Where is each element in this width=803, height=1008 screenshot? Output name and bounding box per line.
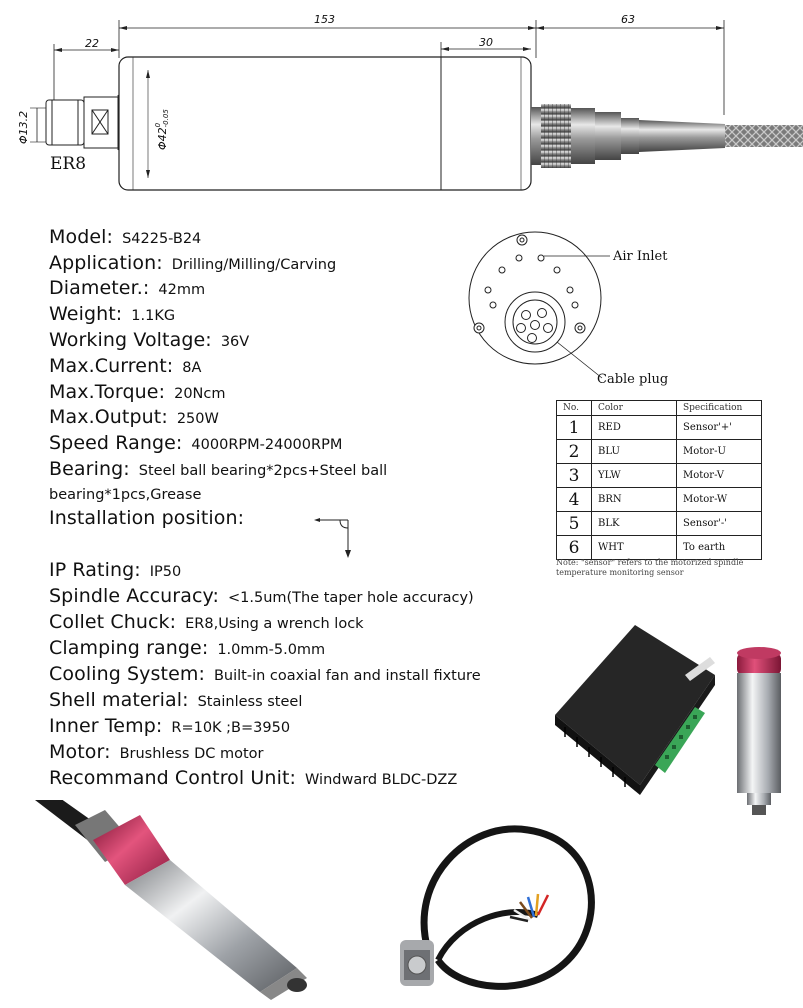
wire-color: YLW <box>592 464 677 488</box>
spec-model <box>49 228 201 247</box>
wiring-note-line1: Note: "sensor" refers to the motorized spindle <box>556 558 744 567</box>
wiring-note-line2: temperature monitoring sensor <box>556 568 684 577</box>
spec-application <box>49 254 336 273</box>
wire-spec: To earth <box>677 536 762 560</box>
wire-color: BRN <box>592 488 677 512</box>
installation-position-symbol <box>312 514 356 560</box>
dim-cable-length: 63 <box>621 13 635 26</box>
wire-spec: Motor-W <box>677 488 762 512</box>
spec-key: IP Rating: <box>49 559 141 581</box>
spec-bearing <box>49 460 387 479</box>
spec-control-unit <box>49 769 457 788</box>
spec-speed-range <box>49 434 342 453</box>
spec-key: Speed Range: <box>49 432 183 454</box>
spec-installation <box>49 509 244 528</box>
spec-value: 1.1KG <box>131 308 176 324</box>
spec-current <box>49 357 201 376</box>
spec-bearing-continued <box>49 486 201 503</box>
dim-total-length: 153 <box>314 13 335 26</box>
spec-cooling <box>49 665 481 684</box>
spec-value: 1.0mm-5.0mm <box>217 642 326 658</box>
spindle-photo-small <box>737 647 781 815</box>
dim-body-diameter <box>151 109 170 150</box>
spec-key: Application: <box>49 252 163 274</box>
rear-view-diagram <box>462 230 612 385</box>
spec-value: Built-in coaxial fan and install fixture <box>213 668 481 684</box>
connector-collar <box>531 107 541 165</box>
header-color: Color <box>592 401 677 416</box>
table-row <box>557 488 762 512</box>
spec-key: Bearing: <box>49 458 130 480</box>
cable-plug-label: Cable plug <box>597 372 669 387</box>
wire-spec: Motor-V <box>677 464 762 488</box>
spec-value: R=10K ;B=3950 <box>171 720 291 736</box>
spec-key: Clamping range: <box>49 637 209 659</box>
wire-no: 6 <box>557 536 592 560</box>
braided-cable <box>725 125 803 147</box>
spec-key: Max.Torque: <box>49 381 166 403</box>
wire-no: 3 <box>557 464 592 488</box>
spec-value: Drilling/Milling/Carving <box>171 257 337 273</box>
spec-key: Diameter.: <box>49 277 150 299</box>
dim-nose-length: 22 <box>85 37 99 50</box>
collet-label: ER8 <box>50 154 87 174</box>
dim-rear-length: 30 <box>479 36 493 49</box>
wiring-table-header <box>557 401 762 416</box>
spec-value: 8A <box>182 360 202 376</box>
spec-key: Installation position: <box>49 507 245 529</box>
spec-value: Stainless steel <box>197 694 303 710</box>
spec-value: 36V <box>220 334 250 350</box>
dim-collet-diameter: Φ13.2 <box>17 110 30 144</box>
spec-key: Inner Temp: <box>49 715 163 737</box>
spec-value: 4000RPM-24000RPM <box>191 437 343 453</box>
spec-ip-rating <box>49 561 181 580</box>
table-row <box>557 416 762 440</box>
spec-key: Working Voltage: <box>49 329 212 351</box>
wiring-note <box>556 558 743 578</box>
wire-color: BLU <box>592 440 677 464</box>
spec-key: Cooling System: <box>49 663 205 685</box>
spec-key: Recommand Control Unit: <box>49 767 297 789</box>
wiring-table <box>556 400 762 560</box>
wire-spec: Sensor'-' <box>677 512 762 536</box>
spec-key: Max.Output: <box>49 406 168 428</box>
spindle-dimension-drawing <box>0 0 803 215</box>
table-row <box>557 536 762 560</box>
spec-value: Steel ball bearing*2pcs+Steel ball <box>138 463 388 479</box>
table-row <box>557 512 762 536</box>
spec-value: Brushless DC motor <box>119 746 264 762</box>
spec-value: IP50 <box>149 564 182 580</box>
dim-body-tolerance <box>154 109 170 127</box>
spindle-photo-large <box>35 800 325 1005</box>
wire-spec: Sensor'+' <box>677 416 762 440</box>
wire-no: 4 <box>557 488 592 512</box>
spec-voltage <box>49 331 249 350</box>
spec-weight <box>49 305 175 324</box>
table-row <box>557 464 762 488</box>
spec-value: 42mm <box>158 282 206 298</box>
connector-knurl <box>541 104 571 168</box>
wire-spec: Motor-U <box>677 440 762 464</box>
spec-motor <box>49 743 264 762</box>
driver-box <box>555 625 715 795</box>
spec-collet-chuck <box>49 613 364 632</box>
dim-tol-lower: -0.05 <box>161 109 170 128</box>
air-inlet-label: Air Inlet <box>613 249 668 264</box>
spec-shell <box>49 691 302 710</box>
spec-value: Windward BLDC-DZZ <box>305 772 458 788</box>
spec-key: Motor: <box>49 741 111 763</box>
spec-key: Max.Current: <box>49 355 174 377</box>
wire-color: BLK <box>592 512 677 536</box>
wire-no: 2 <box>557 440 592 464</box>
wire-color: RED <box>592 416 677 440</box>
spec-accuracy <box>49 587 474 606</box>
wire-no: 5 <box>557 512 592 536</box>
spec-key: Spindle Accuracy: <box>49 585 219 607</box>
spec-key: Shell material: <box>49 689 189 711</box>
spec-clamping-range <box>49 639 325 658</box>
spec-key: Model: <box>49 226 114 248</box>
spec-value: 250W <box>176 411 219 427</box>
spec-value: <1.5um(The taper hole accuracy) <box>227 590 474 606</box>
wire-color: WHT <box>592 536 677 560</box>
spec-output <box>49 408 219 427</box>
spec-torque <box>49 383 226 402</box>
table-row <box>557 440 762 464</box>
spec-value: 20Ncm <box>174 386 226 402</box>
wire-no: 1 <box>557 416 592 440</box>
dim-tol-upper: 0 <box>153 122 162 128</box>
spec-diameter <box>49 279 205 298</box>
header-specification: Specification <box>677 401 762 416</box>
dim-body-diameter-value: Φ42 <box>156 127 169 150</box>
spec-key: Collet Chuck: <box>49 611 177 633</box>
spec-value: S4225-B24 <box>122 231 202 247</box>
spec-inner-temp <box>49 717 290 736</box>
cable-photo <box>398 800 608 1005</box>
spec-key: Weight: <box>49 303 123 325</box>
spec-value: bearing*1pcs,Grease <box>49 487 202 503</box>
spec-value: ER8,Using a wrench lock <box>185 616 364 632</box>
header-no: No. <box>557 401 592 416</box>
